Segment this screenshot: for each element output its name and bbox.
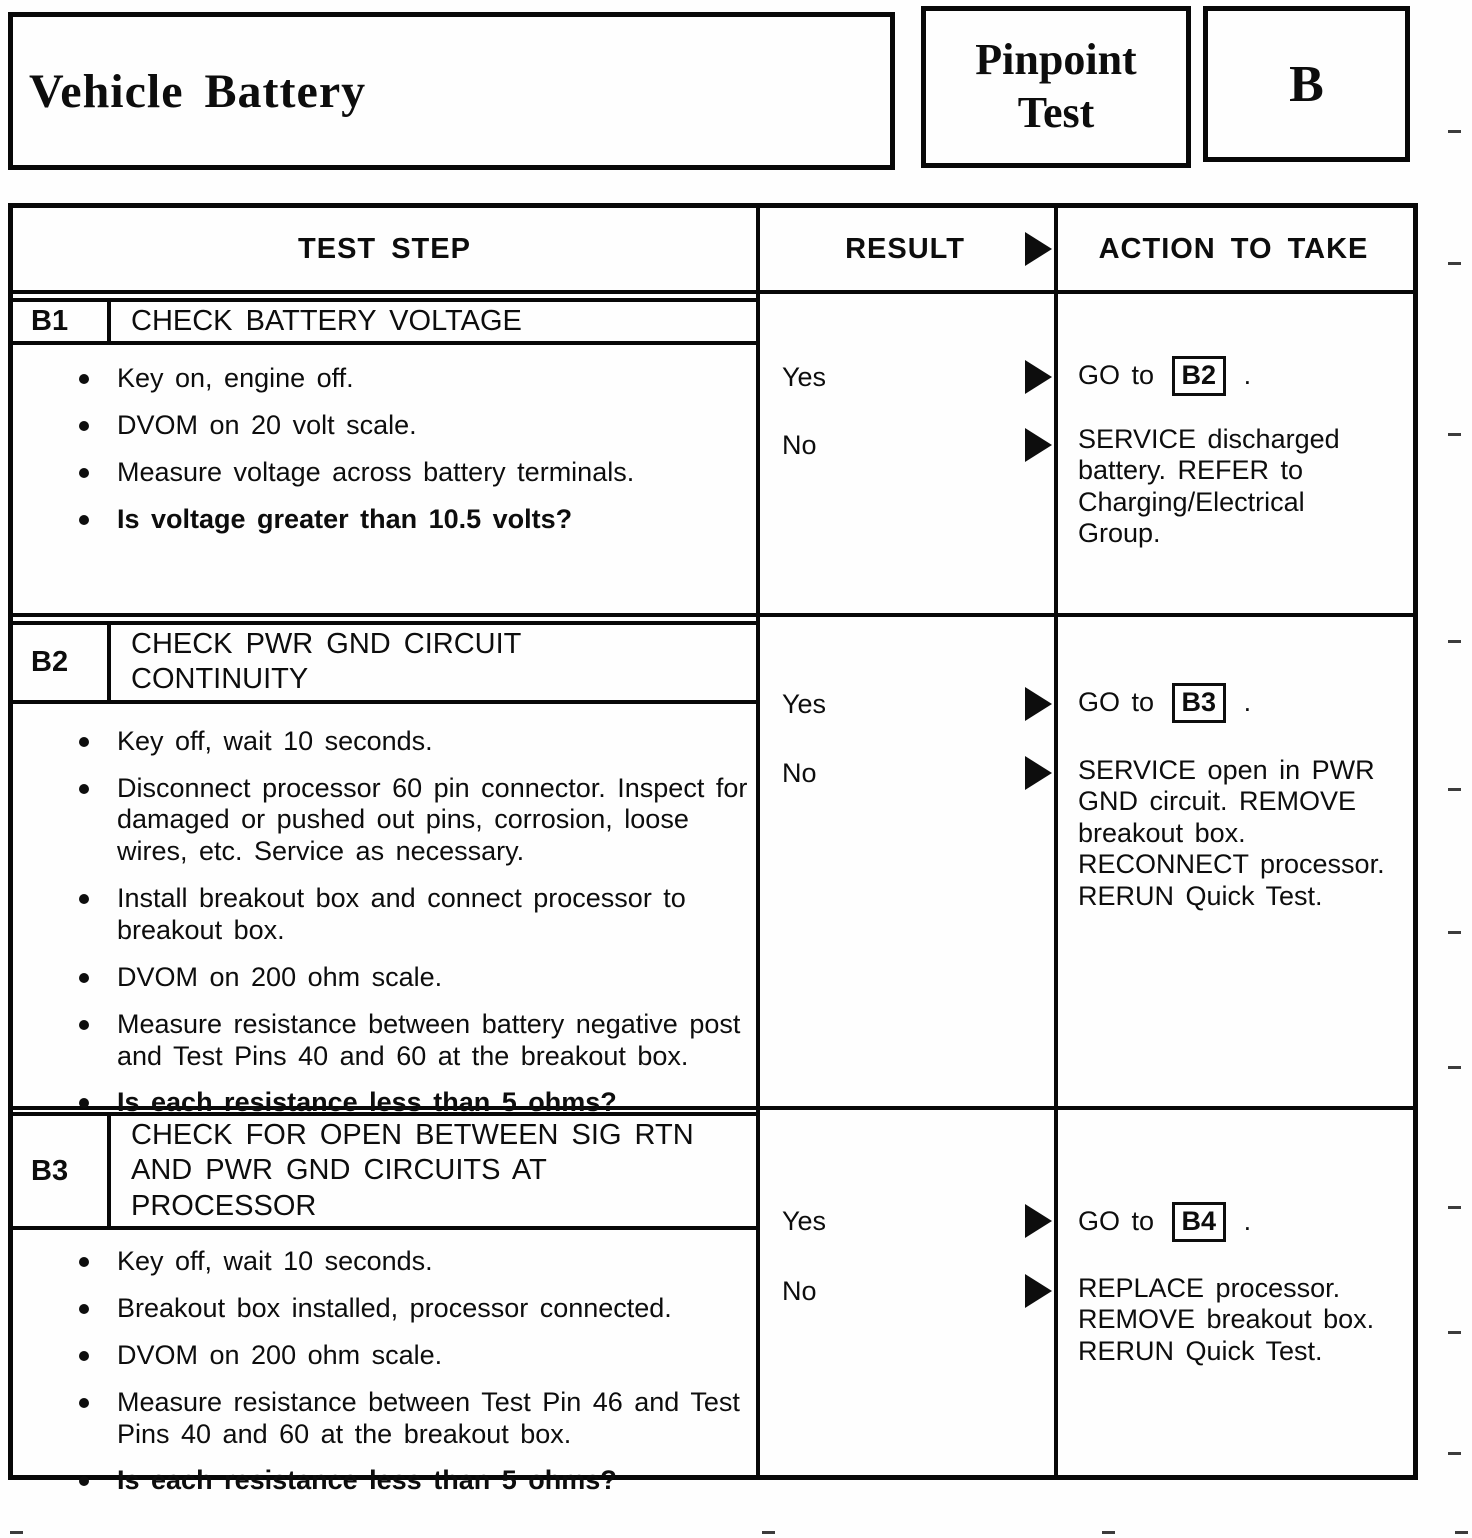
result-row-no [782, 1274, 1054, 1308]
title-box [8, 12, 895, 170]
test-step-item: Measure resistance between Test Pin 46 and Test Pins 40 and 60 at the breakout box. [77, 1387, 756, 1451]
result-row-yes [782, 360, 1054, 394]
result-arrow-icon [1025, 232, 1052, 266]
scan-artifact [762, 1531, 775, 1534]
test-letter: B [1289, 55, 1324, 113]
section-header-bar [13, 298, 756, 345]
scan-artifact [1448, 130, 1461, 133]
section-title: CHECK BATTERY VOLTAGE [131, 305, 522, 337]
action-text: SERVICE open in PWR GND circuit. REMOVE breakout box. RECONNECT processor. RERUN Quick Test. [1078, 754, 1385, 912]
pinpoint-label-line1: Pinpoint [975, 35, 1137, 85]
result-cell [756, 294, 1054, 613]
action-go-text: GO to [1078, 1206, 1155, 1236]
result-arrow-icon [1025, 756, 1052, 790]
scan-artifact [1455, 1531, 1468, 1534]
test-step-cell [13, 617, 756, 1134]
scan-artifact [1448, 433, 1461, 436]
go-ref-box: B3 [1172, 683, 1227, 723]
test-step-item: Key off, wait 10 seconds. [77, 1246, 756, 1278]
test-step-item: DVOM on 20 volt scale. [77, 410, 756, 442]
result-row-no [782, 428, 1054, 462]
column-header-result [756, 208, 1054, 290]
section-title: CHECK PWR GND CIRCUIT CONTINUITY [131, 628, 521, 696]
section-title: CHECK FOR OPEN BETWEEN SIG RTN AND PWR GND CIRCUITS AT PROCESSOR [131, 1119, 694, 1222]
test-step-item: Install breakout box and connect processor to breakout box. [77, 883, 756, 947]
result-arrow-icon [1025, 1274, 1052, 1308]
table-header-row [13, 208, 1413, 290]
result-cell [756, 1110, 1054, 1512]
action-cell [1054, 1110, 1413, 1512]
test-step-item: Measure voltage across battery terminals. [77, 457, 756, 489]
result-row-no [782, 756, 1054, 790]
result-row-yes [782, 687, 1054, 721]
result-arrow-icon [1025, 1204, 1052, 1238]
test-step-item: Measure resistance between battery negative post and Test Pins 40 and 60 at the breakout box. [77, 1009, 756, 1073]
scan-artifact [1448, 788, 1461, 791]
scan-artifact [1448, 1066, 1461, 1069]
pinpoint-test-table [8, 203, 1418, 1496]
result-label: No [782, 429, 817, 460]
scan-artifact [1448, 262, 1461, 265]
test-step-item: DVOM on 200 ohm scale. [77, 962, 756, 994]
action-cell [1054, 294, 1413, 613]
result-label: No [782, 757, 817, 788]
column-header-test-step: TEST STEP [298, 232, 471, 265]
action-go-text: GO to [1078, 687, 1155, 717]
section-id-badge: B2 [13, 625, 111, 700]
test-step-question: Is each resistance less than 5 ohms? [77, 1465, 756, 1497]
page-title: Vehicle Battery [29, 64, 367, 118]
test-step-list [13, 1246, 756, 1497]
result-cell [756, 617, 1054, 1134]
result-label: Yes [782, 361, 827, 392]
action-go-period: . [1243, 360, 1252, 390]
result-row-yes [782, 1204, 1054, 1238]
scan-artifact [10, 1531, 23, 1534]
scan-artifact [1448, 640, 1461, 643]
test-step-item: DVOM on 200 ohm scale. [77, 1340, 756, 1372]
result-label: Yes [782, 688, 827, 719]
result-header-label: RESULT [845, 232, 965, 265]
result-label: Yes [782, 1205, 827, 1236]
result-arrow-icon [1025, 428, 1052, 462]
action-go [1078, 683, 1385, 723]
test-letter-box [1203, 6, 1410, 162]
test-section-b2 [13, 617, 1413, 1118]
column-header-action: ACTION TO TAKE [1098, 232, 1369, 265]
test-step-cell [13, 294, 756, 613]
result-arrow-icon [1025, 687, 1052, 721]
scan-artifact [1102, 1531, 1115, 1534]
action-go-period: . [1243, 687, 1252, 717]
test-step-cell [13, 1110, 756, 1512]
test-step-question: Is each resistance less than 5 ohms? [77, 1087, 756, 1119]
action-go [1078, 356, 1385, 396]
action-text: SERVICE discharged battery. REFER to Charging/Electrical Group. [1078, 423, 1340, 549]
test-step-list [13, 363, 756, 535]
go-ref-box: B2 [1172, 356, 1227, 396]
result-arrow-icon [1025, 360, 1052, 394]
action-cell [1054, 617, 1413, 1134]
scan-artifact [1448, 1452, 1461, 1455]
test-step-item: Breakout box installed, processor connected. [77, 1293, 756, 1325]
section-id-badge: B3 [13, 1116, 111, 1226]
action-go-period: . [1243, 1206, 1252, 1236]
scan-artifact [1448, 1206, 1461, 1209]
pinpoint-label-line2: Test [1017, 88, 1095, 137]
scan-artifact [1448, 931, 1461, 934]
scan-artifact [1448, 1331, 1461, 1334]
test-step-item: Disconnect processor 60 pin connector. Inspect for damaged or pushed out pins, corrosion, loose wires, etc. Service as necessary. [77, 773, 756, 869]
go-ref-box: B4 [1172, 1202, 1227, 1242]
result-label: No [782, 1275, 817, 1306]
test-step-item: Key off, wait 10 seconds. [77, 726, 756, 758]
action-go [1078, 1202, 1385, 1242]
test-step-question: Is voltage greater than 10.5 volts? [77, 504, 756, 536]
action-text: REPLACE processor. REMOVE breakout box. RERUN Quick Test. [1078, 1272, 1375, 1366]
section-header-bar [13, 621, 756, 704]
test-section-b3 [13, 1110, 1413, 1496]
test-step-list [13, 726, 756, 1120]
section-id-badge: B1 [13, 302, 111, 341]
section-header-bar [13, 1112, 756, 1230]
pinpoint-test-box [921, 6, 1191, 168]
test-step-item: Key on, engine off. [77, 363, 756, 395]
test-section-b1 [13, 294, 1413, 613]
action-go-text: GO to [1078, 360, 1155, 390]
